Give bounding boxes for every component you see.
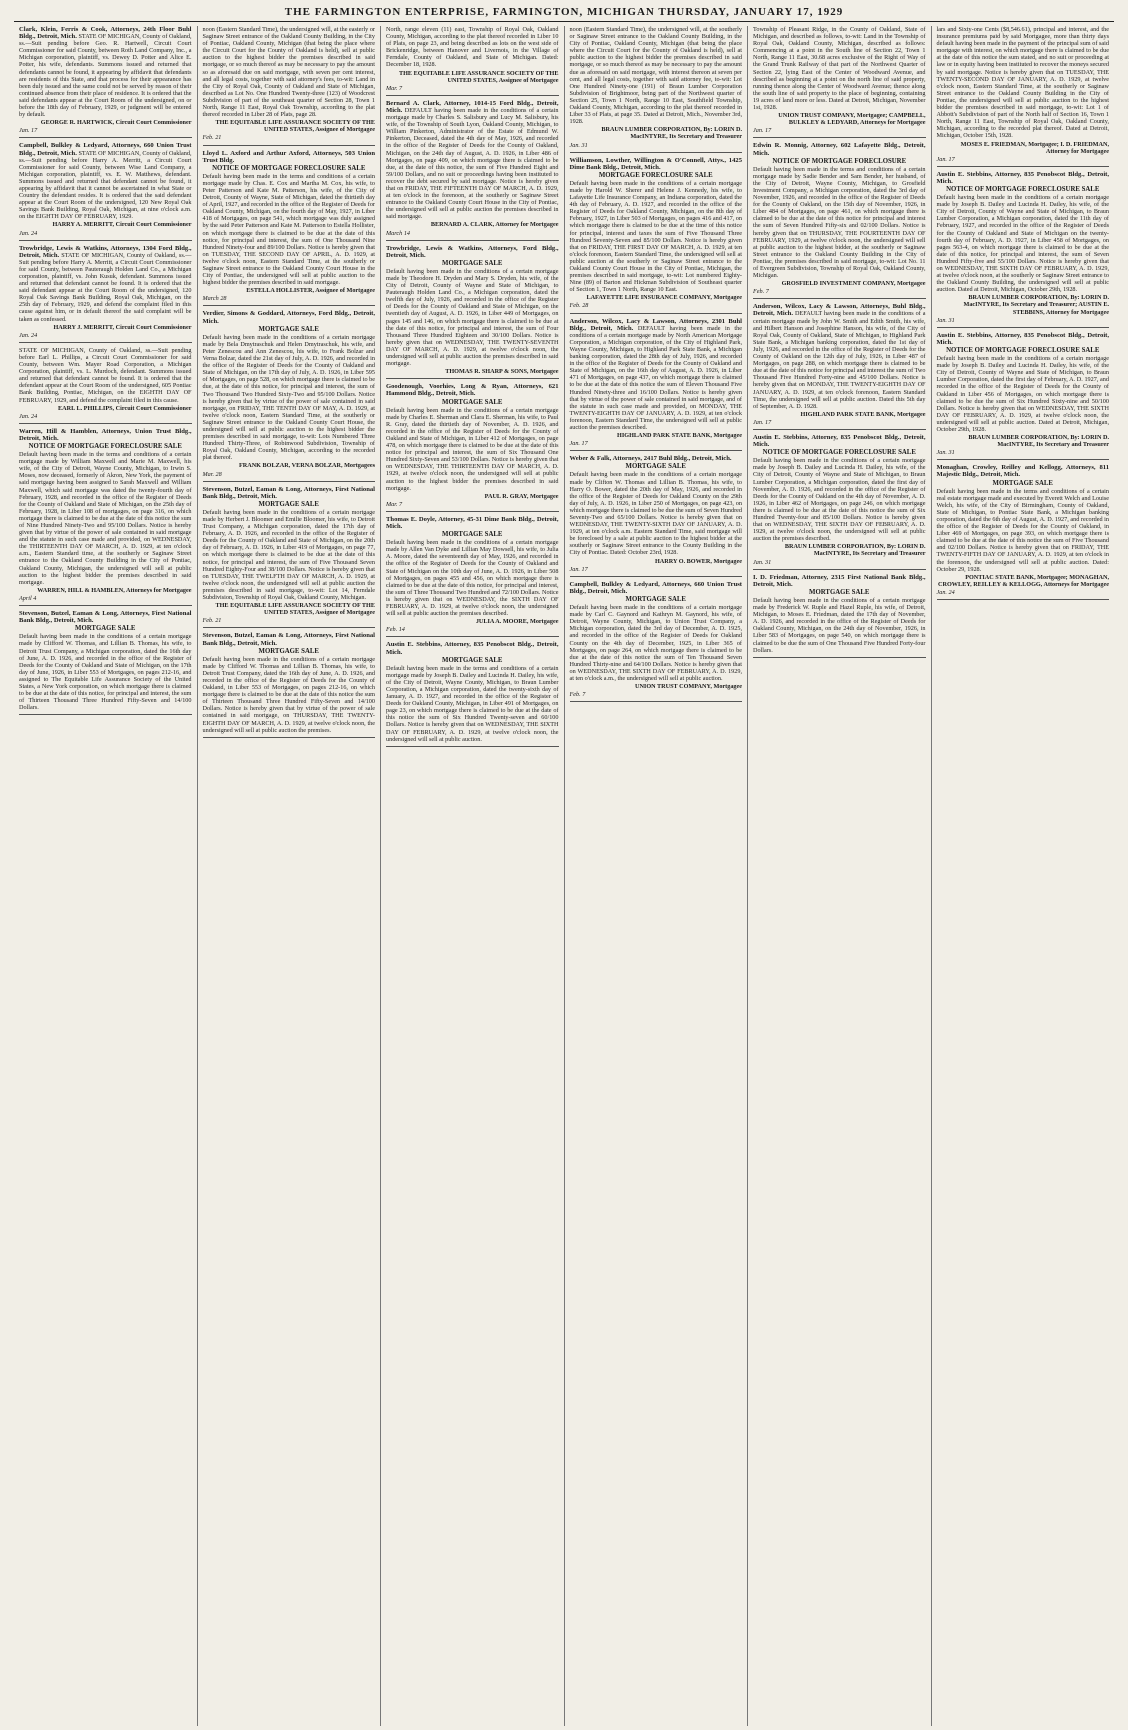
column-1 (14, 26, 198, 1726)
notice-header: Campbell, Bulkley & Ledyard, Attorneys, 660 Union Trust Bldg., Detroit, Mich. (19, 142, 192, 157)
notice-date: Jan. 17 (19, 127, 38, 135)
notice-signature: HARRY O. BOWER, Mortgagee (654, 557, 742, 565)
notice-title: MORTGAGE SALE (258, 647, 319, 655)
notice-signature: THOMAS R. SHARP & SONS, Mortgagee (445, 368, 559, 376)
notice-header: Warren, Hill & Hamblen, Attorneys, Union Trust Bldg., Detroit, Mich. (19, 427, 192, 442)
notice-body: Default having been made in the conditions of a certain mortgage made by Herbert J. Bloomer and Emilie Bloomer, his wife, to Detroit Trust Company, a Michigan corporation, dated the 17th day of February, A. D. 1926, and recorded in the office of the Register of Deeds for the County of Oakland and State of Michigan, on the 20th day of February, A. D. 1926, in Liber 419 of Mortgages, on page 77, on which mortgage there is claimed to be due at the date of this notice, for principal and interest, the sum of Five Thousand Seven Hundred Eighty-Four and 38/100 Dollars. Notice is hereby given that on TUESDAY, THE TWELFTH DAY OF MARCH, A. D. 1929, at twelve o'clock noon, the undersigned will sell at public auction the premises described in said mortgage, to-wit: Lot 14, Ferndale Subdivision, Township of Royal Oak, Oakland County, Michigan. (202, 508, 375, 602)
column-4 (565, 26, 749, 1726)
notice-date: Feb. 14 (386, 626, 405, 634)
notice-body: Default having been made in the conditions of a certain mortgage made by Clifford W. Thomas, and Lillian B. Thomas, his wife, to Detroit Trust Company, a Michigan corporation, dated the 16th day of June, A. D. 1926, and recorded in the office of the Register of Deeds for the County of Oakland and State of Michigan, on the 17th day of June, 1926, in Liber 553 of Mortgages, on pages 212-16, and assigned to The Equitable Life Assurance Society of the United States, a New York corporation, on which mortgage there is claimed to be due at the date of this notice, for principal and interest, the sum of Thirteen Thousand Three Hundred Fifty-Seven and 14/100 Dollars. (19, 633, 192, 712)
notice-signature: UNION TRUST COMPANY, Mortgagee; CAMPBELL, BULKLEY & LEDYARD, Attorneys for Mortgagee (778, 112, 926, 127)
notice-date: Feb. 21 (202, 617, 222, 625)
notice-date: Feb. 7 (753, 288, 769, 296)
legal-notice (570, 455, 743, 577)
legal-notice (19, 610, 192, 715)
notice-header: Monaghan, Crowley, Reilley and Kellogg, Attorneys, 811 Majestic Bldg., Detroit, Mich. (936, 464, 1109, 479)
notice-header: Trowbridge, Lewis & Watkins, Attorneys, 1304 Ford Bldg., Detroit, Mich. (19, 244, 192, 259)
legal-notice (570, 318, 743, 452)
legal-notice (570, 581, 743, 703)
legal-notice (753, 574, 926, 658)
notice-signature: HARRY J. MERRITT, Circuit Court Commissioner (53, 323, 192, 331)
notice-signature: GEORGE R. HARTWICK, Circuit Court Commissioner (40, 119, 192, 127)
notice-date: Jan. 31 (936, 449, 955, 457)
legal-notice (753, 142, 926, 299)
column-2 (198, 26, 382, 1726)
notice-date: Jan. 17 (936, 155, 955, 163)
notice-body: noon (Eastern Standard Time), the undersigned will, at the easterly or Saginaw Street entrance of the Oakland County Building, in the City of Pontiac, Oakland County, Michigan (that being the place where the Circuit Court for the County of Oakland is held), sell at public auction to the highest bidder the premises described in said mortgage, or so much thereof as may be necessary to pay the amount so as aforesaid due on said mortgage, with seven per cent interest, and all legal costs, together with said attorney's fees, to-wit: Land in the City of Royal Oak, County of Oakland and State of Michigan, described as Lot No. One Hundred Twenty-three (123) of Woodcrest Subdivision of part of the southeast quarter of Section 28, Town 1 North, Range 11 East, Royal Oak Township, according to the plat thereof recorded in Liber 28 of Plats, page 28. (202, 26, 375, 119)
legal-notice (937, 332, 1110, 461)
notice-header: Austin E. Stebbins, Attorney, 835 Penobscot Bldg., Detroit, Mich. (936, 331, 1109, 346)
notice-date: Jan. 17 (753, 418, 772, 426)
notice-header: Stevenson, Butzel, Eaman & Long, Attorneys, First National Bank Bldg., Detroit, Mich. (19, 610, 192, 625)
notice-date: Mar. 7 (386, 500, 403, 508)
legal-notice (570, 26, 743, 153)
notice-header: Stevenson, Butzel, Eaman & Long, Attorneys, First National Bank Bldg., Detroit, Mich. (202, 485, 375, 500)
notice-signature: BERNARD A. CLARK, Attorney for Mortgagee (430, 221, 559, 229)
legal-notice (386, 100, 559, 241)
notice-header: Lloyd L. Axford and Arthur Axford, Attorneys, 503 Union Trust Bldg. (202, 149, 375, 164)
notice-title: MORTGAGE SALE (809, 588, 870, 596)
column-3 (381, 26, 565, 1726)
legal-notice (386, 641, 559, 746)
notice-header: Trowbridge, Lewis & Watkins, Attorneys, Ford Bldg., Detroit, Mich. (386, 244, 559, 259)
notice-body: Default having been made in the conditions of a certain mortgage made by Clifford W. Thomas and Lillian B. Thomas, his wife, to Detroit Trust Company, dated the 16th day of June, A. D. 1926, and recorded in the office of the Register of Deeds for the County of Oakland, in Liber 553 of Mortgages, on pages 212-16, on which mortgage there is claimed to be due at the date of this notice the sum of Thirteen Thousand Three Hundred Fifty-Seven and 14/100 Dollars. Notice is hereby given that by virtue of the power of sale contained in said mortgage, on THURSDAY, THE TWENTY-EIGHTH DAY OF MARCH, A. D. 1929, at twelve o'clock noon, the undersigned will sell at public auction the premises. (202, 655, 375, 734)
notice-body: Default having been made in the conditions of a certain mortgage made by Frederick W. Ruple and Hazel Ruple, his wife, of Detroit, Michigan, to Moses E. Friedman, dated the 17th day of November, A. D. 1926, and recorded in the office of the Register of Deeds for Oakland County, Michigan, on the 24th day of November, 1926, in Liber 583 of Mortgages, on page 540, on which mortgage there is claimed to be due the sum of One Thousand Five Hundred Forty-four Dollars. (753, 596, 926, 654)
notice-title: NOTICE OF MORTGAGE FORECLOSURE SALE (762, 449, 916, 457)
notice-title: MORTGAGE SALE (75, 625, 136, 633)
notice-body: DEFAULT having been made in the conditions of a certain mortgage made by Charles S. Salisbury and Lucy M. Salisbury, his wife, of the Township of South Lyon, Oakland County, Michigan, to William Pinkerton, Administrator of the Estate of Edmund W. Pinkerton, Deceased, dated the 4th day of May, 1926, and recorded in the office of the Register of Deeds for the County of Oakland, Michigan, on the 24th day of August, A. D. 1926, in Liber 486 of Mortgages, on page 409, on which mortgage there is claimed to be due, at the date of this notice, the sum of Five Hundred Eight and 59/100 Dollars, and no suit or proceedings having been instituted to recover the debt secured by said mortgage. Notice is hereby given that on FRIDAY, THE FIFTEENTH DAY OF MARCH, A. D. 1929, at ten o'clock in the forenoon, at the southerly or Saginaw Street entrance to the Oakland County Court House in the City of Pontiac, the undersigned will sell at public auction the premises described in said mortgage. (386, 106, 559, 221)
notice-body: STATE OF MICHIGAN, County of Oakland, ss.—Suit pending before Harry A. Merritt, a Circuit Court Commissioner for said County, between Pauteraugh Holden Land Co., a Michigan corporation, plaintiff, vs. John Kusuk, defendant. Summons issued and returned that defendant cannot be found. It is ordered that the said defendant appear at the Court Room of the undersigned, 120 Royal Oak Savings Bank Building, Royal Oak, Michigan, on the 25th day of February, 1929, and defend the complaint filed in this cause against him, or in default thereof the said complaint will be taken as confessed. (19, 251, 192, 323)
legal-notice (203, 26, 376, 146)
notice-header: Thomas E. Doyle, Attorney, 45-31 Dime Bank Bldg., Detroit, Mich. (386, 515, 559, 530)
column-6 (932, 26, 1115, 1726)
legal-notice (19, 347, 192, 424)
notice-body: Default having been made in the conditions of a certain mortgage made by Charles E. Sherman and Clara E. Sherman, his wife, to Paul R. Gray, dated the thirtieth day of November, A. D. 1926, and recorded in the office of the Register of Deeds for the County of Oakland and State of Michigan, in Liber 412 of Mortgages, on page 478, on which mortgage there is claimed to be due at the date of this notice for principal and interest, the sum of Six Thousand One Hundred Sixty-Seven and 53/100 Dollars. Notice is hereby given that on WEDNESDAY, THE THIRTEENTH DAY OF MARCH, A. D. 1929, at twelve o'clock noon, the undersigned will sell at public auction to the highest bidder the premises described in said mortgage. (386, 406, 559, 492)
legal-notice (937, 171, 1110, 328)
notice-header: I. D. Friedman, Attorney, 2315 First National Bank Bldg., Detroit, Mich. (753, 573, 926, 588)
legal-notice (753, 434, 926, 570)
notice-signature: GROSFIELD INVESTMENT COMPANY, Mortgagee (781, 280, 926, 288)
legal-notice (386, 26, 559, 96)
legal-notice (570, 157, 743, 314)
notice-body: Default having been made in the conditions of a certain mortgage made by Joseph B. Dailey and Lucinda H. Dailey, his wife, of the City of Detroit, County of Wayne and State of Michigan, to Braun Lumber Corporation, a Michigan corporation, dated the first day of November, A. D. 1926, and recorded in the office of the Register of Deeds for the County of Oakland on the 4th day of November, A. D. 1926, in Liber 462 of Mortgages, on page 246, on which mortgage there is claimed to be due at the date of this notice the sum of Six Hundred Twenty-four and 85/100 Dollars. Notice is hereby given that on WEDNESDAY, THE SIXTH DAY OF FEBRUARY, A. D. 1929, at twelve o'clock noon, the undersigned will sell at public auction the premises described. (753, 457, 926, 543)
notice-date: Mar. 7 (386, 84, 403, 92)
notice-body: DEFAULT having been made in the conditions of a certain mortgage made by John W. Smith and Edith Smith, his wife, and Hilbert Hanson and Josephine Hanson, his wife, of the City of Royal Oak, County of Oakland, State of Michigan, to Highland Park State Bank, a Michigan banking corporation, dated the 1st day of July, 1926, and recorded in the office of the Register of Deeds for the County of Oakland on the 12th day of July, 1926, in Liber 487 of Mortgages, on page 288, on which mortgage there is claimed to be due at the date of this notice for principal and interest the sum of Two Thousand Five Hundred Forty-nine and 45/100 Dollars. Notice is hereby given that on MONDAY, THE TWENTY-EIGHTH DAY OF JANUARY, A. D. 1929, at ten o'clock forenoon, Eastern Standard Time, the undersigned will sell at public auction. Dated this 5th day of September, A. D. 1928. (753, 310, 926, 410)
notice-signature: BRAUN LUMBER CORPORATION, By: LORIN D. MacINTYRE, Its Secretary and Treasurer (968, 434, 1109, 449)
legal-notice (203, 150, 376, 307)
notice-signature: WARREN, HILL & HAMBLEN, Attorneys for Mortgagee (37, 586, 192, 594)
notice-signature: HARRY A. MERRITT, Circuit Court Commissioner (52, 221, 192, 229)
notice-header: Goodenough, Voorhies, Long & Ryan, Attorneys, 621 Hammond Bldg., Detroit, Mich. (386, 383, 559, 398)
notice-body: Default having been made in the conditions of a certain mortgage made by Bela Dmytraschuk and Helen Dmytraschuk, his wife, and Peter Zenescou and Ann Zenescou, his wife, to Frank Bolzar and Verna Bolzar, dated the 21st day of July, A. D. 1926, and recorded in the office of the Register of Deeds for the County of Oakland and State of Michigan, on the 17th day of July, A. D. 1926, in Liber 595 of Mortgages, on page 528, on which mortgage there is claimed to be due, at the date of this notice, for principal and interest, the sum of Two Thousand Two Hundred Sixty-Two and 95/100 Dollars. Notice is hereby given that by virtue of the power of sale contained in said mortgage, on FRIDAY, THE TENTH DAY OF MAY, A. D. 1929, at twelve o'clock noon, Eastern Standard Time, at the southerly or Saginaw Street entrance to the Oakland County Court House, the undersigned will sell at public auction to the highest bidder the premises described in said mortgage, to-wit: Lots Numbered Three Hundred Thirty-Three, of Robinwood Subdivision, Township of Royal Oak, Oakland County, Michigan, according to the recorded plat thereof. (202, 333, 375, 462)
notice-title: MORTGAGE SALE (258, 325, 319, 333)
notice-signature: HIGHLAND PARK STATE BANK, Mortgagee (800, 410, 926, 418)
notice-date: Jan. 17 (569, 565, 588, 573)
legal-notice (753, 26, 926, 138)
notice-header: Anderson, Wilcox, Lacy & Lawson, Attorneys, 2301 Buhl Bldg., Detroit, Mich. (569, 317, 742, 332)
notice-body: Default having been made in the conditions of a certain mortgage made by Carl C. Gaynord and Kathryn M. Gaynord, his wife, of Detroit, Wayne County, Michigan, to Union Trust Company, a Michigan corporation, dated the 3rd day of December, A. D. 1925, and recorded in the office of the Register of Deeds for Oakland County on the 4th day of December, 1925, in Liber 365 of Mortgages, on page 264, on which mortgage there is claimed to be due at the date of this notice the sum of Ten Thousand Seven Hundred Thirty-nine and 64/100 Dollars. Notice is hereby given that on WEDNESDAY, THE SIXTH DAY OF FEBRUARY, A. D. 1929, at ten o'clock a.m., the undersigned will sell at public auction. (569, 604, 742, 682)
notice-body: Default having been made in the terms and conditions of a certain real estate mortgage made and executed by Everett Welch and Louise Welch, his wife, of the City of Birmingham, County of Oakland, State of Michigan, to Pontiac State Bank, a Michigan banking corporation, dated the 6th day of August, A. D. 1927, and recorded in the office of the Register of Deeds for the County of Oakland, in Liber 469 of Mortgages, on page 393, on which mortgage there is claimed to be due at the date of this notice the sum of Five Thousand and 02/100 Dollars. Notice is hereby given that on FRIDAY, THE TWENTY-FIFTH DAY OF JANUARY, A. D. 1929, at ten o'clock in the forenoon, the undersigned will sell at public auction. Dated: October 29, 1928. (936, 487, 1109, 573)
notice-title: MORTGAGE FORECLOSURE SALE (598, 171, 713, 179)
notice-title: MORTGAGE SALE (442, 398, 503, 406)
notice-body: Default having been made in the terms and conditions of a certain mortgage made by William Maxwell and Marie M. Maxwell, his wife, of the City of Detroit, Wayne County, Michigan, to Irwin S. Moses, now deceased, formerly of Akron, New York, the payment of said mortgage having been assigned to Sarah Maxwell and William Maxwell, which said mortgage was dated the twenty-fourth day of February, 1928, and recorded in the office of the Register of Deeds for the County of Oakland and State of Michigan, on the 25th day of February, 1928, in Liber 108 of mortgages, on page 316, on which mortgage there is claimed to be due at the date of this notice the sum of Nine Hundred Ninety-Two and 95/100 Dollars. Notice is hereby given that by virtue of the power of sale contained in said mortgage and the statute in such case made and provided, on WEDNESDAY, the THIRTEENTH DAY OF MARCH, A. D. 1929, at ten o'clock a.m., Eastern Standard time, at the southerly or Saginaw Street entrance to the Oakland County Building in the City of Pontiac, Oakland County, Michigan, the undersigned will sell at public auction to the highest bidder the premises described in said mortgage. (19, 451, 192, 586)
notice-header: Stevenson, Butzel, Eaman & Long, Attorneys, First National Bank Bldg., Detroit, Mich. (202, 632, 375, 647)
notice-signature: LAFAYETTE LIFE INSURANCE COMPANY, Mortgagee (586, 294, 742, 302)
notice-title: MORTGAGE SALE (625, 463, 686, 471)
notice-title: MORTGAGE SALE (442, 531, 503, 539)
notice-body: Default having been made in the terms and conditions of a certain mortgage made by Joseph B. Dailey and Lucinda H. Dailey, his wife, of the City of Detroit, Wayne County, Michigan, to Braun Lumber Corporation, a Michigan corporation, dated the twenty-sixth day of January, A. D. 1927, and recorded in the office of the Register of Deeds for Oakland County, Michigan, in Liber 491 of Mortgages, on page 23, on which mortgage there is claimed to be due at the date of this notice the sum of Six Hundred Twenty-seven and 60/100 Dollars. Notice is hereby given that on WEDNESDAY, THE SIXTH DAY OF FEBRUARY, A. D. 1929, at twelve o'clock noon, the undersigned will sell at public auction. (386, 664, 559, 743)
legal-notice (203, 310, 376, 481)
notice-header: Verdier, Simons & Goddard, Attorneys, Ford Bldg., Detroit, Mich. (202, 310, 375, 325)
notice-body: Default having been made in the conditions of a certain mortgage made by Joseph B. Dailey and Lucinda H. Dailey, his wife, of the City of Detroit, County of Wayne and State of Michigan, to Braun Lumber Corporation, dated the first day of February, A. D. 1927, and recorded in the office of the Register of Deeds for the County of Oakland in Liber 456 of Mortgages, on which mortgage there is claimed to be due the sum of Six Hundred Sixty-nine and 50/100 Dollars. Notice is hereby given that on WEDNESDAY, THE SIXTH DAY OF FEBRUARY, A. D. 1929, at twelve o'clock noon, the undersigned will sell at public auction. Dated at Detroit, Michigan, October 29th, 1928. (936, 355, 1109, 433)
notice-header: Campbell, Bulkley & Ledyard, Attorneys, 660 Union Trust Bldg., Detroit, Mich. (569, 580, 742, 595)
legal-notice (937, 26, 1110, 167)
notice-date: Feb. 7 (569, 691, 586, 699)
notice-body: Default having been made in the conditions of a certain mortgage made by Joseph B. Dailey and Lucinda H. Dailey, his wife, of the City of Detroit, County of Wayne and State of Michigan, to Braun Lumber Corporation, a Michigan corporation, dated the 11th day of February, 1927, and recorded in the office of the Register of Deeds for the County of Oakland and State of Michigan on the twenty-fourth day of February, A. D. 1927, in Liber 458 of Mortgages, on pages 563-4, on which mortgage there is claimed to be due at the date of this notice, for principal and interest, the sum of Seven Hundred Fifty-five and 55/100 Dollars. Notice is hereby given that on WEDNESDAY, THE SIXTH DAY OF FEBRUARY, A. D. 1929, at twelve o'clock noon, at the southerly or Saginaw Street entrance to the Oakland County Building, the undersigned will sell at public auction. Dated at Detroit, Michigan, October 29th, 1928. (936, 194, 1109, 294)
legal-notice (203, 632, 376, 737)
notice-title: NOTICE OF MORTGAGE FORECLOSURE SALE (946, 185, 1100, 193)
notice-body: Default having been made in the terms and conditions of a certain mortgage made by Sadie Bender and Sam Bender, her husband, of the City of Detroit, Wayne County, Michigan, to Grosfield Investment Company, a Michigan corporation, dated the 3rd day of November, 1926, and recorded in the office of the Register of Deeds for the County of Oakland, on the 15th day of November, 1926, in Liber 484 of Mortgages, on page 461, on which mortgage there is claimed to be due at the date of this notice for principal and interest the sum of Seven Hundred Fifty-six and 02/100 Dollars. Notice is hereby given that on THURSDAY, THE FOURTEENTH DAY OF FEBRUARY, 1929, at twelve o'clock noon, the undersigned will sell at public auction to the highest bidder, at the southerly or Saginaw Street entrance to the Oakland County Building in the City of Pontiac, the premises described in said mortgage, to-wit: Lot No. 11 of Evergreen Subdivision, Township of Royal Oak, Oakland County, Michigan. (753, 165, 926, 280)
columns-container (14, 26, 1114, 1726)
notice-date: Jan. 31 (753, 558, 772, 566)
masthead: THE FARMINGTON ENTERPRISE, FARMINGTON, MICHIGAN THURSDAY, JANUARY 17, 1929 (14, 6, 1114, 22)
notice-signature: BRAUN LUMBER CORPORATION, By: LORIN D. MacINTYRE, Its Secretary and Treasurer; AUSTIN E. STEBBINS, Attorney for Mortgagee (963, 294, 1109, 316)
notice-title: NOTICE OF MORTGAGE FORECLOSURE SALE (946, 346, 1100, 354)
notice-header: Williamson, Lowther, Willington & O'Connell, Attys., 1425 Dime Bank Bldg., Detroit, Mich. (569, 156, 742, 171)
notice-body: Default having been made in the conditions of a certain mortgage made by Clifton W. Thomas and Lillian B. Thomas, his wife, to Harry O. Bower, dated the 20th day of May, 1926, and recorded in the office of the Register of Deeds for Oakland County on the 29th day of July, A. D. 1926, in Liber 250 of Mortgages, on page 423, on which mortgage there is claimed to be due the sum of Seven Hundred Seventy-Two and 65/100 Dollars. Notice is hereby given that on WEDNESDAY, THE TWENTY-SIXTH DAY OF JANUARY, A. D. 1929, at ten o'clock a.m. Eastern Standard Time, said mortgage will be foreclosed by a sale at public auction to the highest bidder at the southerly or Saginaw Street entrance to the County Building in the City of Pontiac. Dated: October 23rd, 1928. (569, 471, 743, 557)
notice-date: Jan. 24 (19, 229, 38, 237)
notice-body: STATE OF MICHIGAN, County of Oakland, ss.—Suit pending before Harry A. Merritt, a Circuit Court Commissioner for said County, between Wise Land Company, a Michigan corporation, plaintiff, vs. E. W. Matthews, defendant. Summons issued and returned that defendant cannot be found, it appearing by affidavit that it cannot be ascertained in what State or Country the defendant resides. It is ordered that the said defendant appear at the Court Room of the undersigned, 120 New Royal Oak Savings Bank Building, Royal Oak, Michigan, at nine o'clock a.m. on the EIGHTH DAY OF FEBRUARY, 1929. (19, 149, 192, 221)
notice-signature: THE EQUITABLE LIFE ASSURANCE SOCIETY OF THE UNITED STATES, Assignee of Mortgagee (215, 119, 375, 134)
notice-signature: BRAUN LUMBER CORPORATION, By: LORIN D. MacINTYRE, Its Secretary and Treasurer (784, 543, 926, 558)
notice-title: MORTGAGE SALE (992, 479, 1053, 487)
legal-notice (386, 516, 559, 638)
notice-body: lars and Sixty-one Cents ($8,546.61), principal and interest, and the insurance premiums paid by said Mortgagee, more than thirty days default having been made in the payment of the principal sum of said mortgage with interest, on which mortgage there is claimed to be due at the date of this notice the sum stated, and no suit or proceeding at law or in equity having been instituted to recover the moneys secured by said mortgage. Notice is hereby given that on TUESDAY, THE TWENTY-SECOND DAY OF JANUARY, A. D. 1929, at twelve o'clock noon, Eastern Standard Time, at the southerly or Saginaw Street entrance to the Oakland County Building in the City of Pontiac, the undersigned will sell at public auction to the highest bidder the premises described in said mortgage, to-wit: Lot 1 of Abbott's Subdivision of part of the North half of Section 16, Town 1 North, Range 11 East, Township of Royal Oak, Oakland County, Michigan, according to the recorded plat thereof. Dated at Detroit, Michigan, October 15th, 1928. (936, 26, 1109, 140)
notice-date: Jan. 24 (19, 412, 38, 420)
notice-signature: ESTELLA HOLLISTER, Assignee of Mortgagee (246, 287, 375, 295)
notice-signature: HIGHLAND PARK STATE BANK, Mortgagee (617, 432, 742, 440)
notice-header: Anderson, Wilcox, Lacy & Lawson, Attorneys, Buhl Bldg., Detroit, Mich. (753, 303, 926, 318)
notice-signature: THE EQUITABLE LIFE ASSURANCE SOCIETY OF THE UNITED STATES, Assignee of Mortgagee (215, 602, 375, 617)
notice-date: March 14 (386, 229, 411, 237)
notice-signature: MOSES E. FRIEDMAN, Mortgagee; I. D. FRIEDMAN, Attorney for Mortgagee (960, 140, 1109, 155)
legal-notice (19, 142, 192, 240)
notice-body: Default having been made in the terms and conditions of a certain mortgage made by Chas. E. Cox and Martha M. Cox, his wife, to Peter Patterson and Kate M. Patterson, his wife, of the City of Detroit, County of Wayne, State of Michigan, dated the thirtieth day of April, 1927, and recorded in the office of the Register of Deeds for Oakland County, Michigan, on the fourth day of May, 1927, in Liber 418 of Mortgages, on page 541, which mortgage was duly assigned by the said Peter Patterson and Kate M. Patterson to Estella Hollister, on which mortgage there is claimed to be due at the date of this notice, for principal and interest, the sum of One Thousand Nine Hundred Ninety-four and 89/100 Dollars. Notice is hereby given that on TUESDAY, THE SECOND DAY OF APRIL, A. D. 1929, at twelve o'clock noon, Eastern Standard Time, at the southerly or Saginaw Street entrance to the Oakland County Court House in the City of Pontiac, the undersigned will sell at public auction to the highest bidder the premises described in said mortgage. (202, 172, 375, 287)
notice-body: STATE OF MICHIGAN, County of Oakland, ss.—Suit pending before Earl L. Phillips, a Circuit Court Commissioner for said County, between Wm. Mayer Road Corporation, a Michigan Corporation, plaintiff, vs. L. Murdoch, defendant. Summons issued and returned that defendant cannot be found. It is ordered that the defendant appear at the Court Room of the undersigned, 605 Pontiac Bank Building, Pontiac, Michigan, on the EIGHTH DAY OF FEBRUARY, 1929, and defend the complaint filed in this cause. (19, 346, 192, 404)
notice-signature: THE EQUITABLE LIFE ASSURANCE SOCIETY OF THE UNITED STATES, Assignee of Mortgagee (398, 69, 559, 84)
notice-body: North, range eleven (11) east, Township of Royal Oak, Oakland County, Michigan, according to the plat thereof recorded in Liber 10 of Plats, on page 23, and being described as lots on the west side of Brickenridge, between Hanover and Livernois, in the Village of Ferndale, County of Oakland, and State of Michigan. Dated: December 18, 1928. (386, 26, 559, 69)
notice-header: Weber & Falk, Attorneys, 2417 Buhl Bldg., Detroit, Mich. (569, 455, 732, 463)
column-5 (748, 26, 932, 1726)
notice-header: Austin E. Stebbins, Attorney, 835 Penobscot Bldg., Detroit, Mich. (753, 433, 926, 449)
notice-header: Bernard A. Clark, Attorney, 1014-15 Ford Bldg., Detroit, Mich. (386, 99, 559, 114)
legal-notice (19, 26, 192, 138)
notice-title: NOTICE OF MORTGAGE FORECLOSURE SALE (212, 164, 366, 172)
notice-header: Austin E. Stebbins, Attorney, 835 Penobscot Bldg., Detroit, Mich. (386, 641, 559, 656)
notice-title: MORTGAGE SALE (625, 595, 686, 603)
notice-date: Feb. 21 (202, 134, 222, 142)
notice-signature: BRAUN LUMBER CORPORATION, By: LORIN D. MacINTYRE, Its Secretary and Treasurer (601, 126, 742, 141)
notice-signature: FRANK BOLZAR, VERNA BOLZAR, Mortgagees (238, 462, 375, 470)
notice-body: Default having been made in the conditions of a certain mortgage made by Harold W. Sherer and Helene J. Kennedy, his wife, to Lafayette Life Insurance Company, an Indiana corporation, dated the 4th day of February, A. D. 1927, and recorded in the office of the Register of Deeds for Oakland County, Michigan, on the 8th day of February, 1927, in Liber 503 of Mortgages, on pages 416 and 417, on which mortgage there is claimed to be due at the time of this notice for principal, interest and taxes the sum of Five Thousand Three Hundred Seventy-Seven and 85/100 Dollars. Notice is hereby given that on FRIDAY, THE FIRST DAY OF MARCH, A. D. 1929, at ten o'clock forenoon, Eastern Standard Time, the undersigned will sell at public auction at the southerly or Saginaw Street entrance to the Oakland County Court House in the City of Pontiac, Michigan, the premises described in said mortgage, to-wit: Lot numbered Eighty-Nine (89) of Barton and Hickman Subdivision of Southeast quarter of Section 1, Town 1 North, Range 10 East. (569, 179, 742, 294)
notice-title: MORTGAGE SALE (442, 656, 503, 664)
notice-body: Default having been made in the conditions of a certain mortgage made by Allen Van Dyke and Lillian May Dowsell, his wife, to Julia A. Moore, dated the seventeenth day of May, 1926, and recorded in the office of the Register of Deeds for the County of Oakland and State of Michigan on the 10th day of June, A. D. 1926, in Liber 508 of Mortgages, on pages 455 and 456, on which mortgage there is claimed to be due at the date of this notice, for principal and interest, the sum of Three Thousand Two Hundred and 72/100 Dollars. Notice is hereby given that on WEDNESDAY, the SIXTH DAY OF FEBRUARY, A. D. 1929, at twelve o'clock noon, the undersigned will sell at public auction the premises described. (386, 539, 559, 618)
notice-signature: PONTIAC STATE BANK, Mortgagee; MONAGHAN, CROWLEY, REILLEY & KELLOGG, Attorneys for Mortgagee (938, 573, 1109, 588)
legal-notice (753, 303, 926, 430)
legal-notice (203, 486, 376, 629)
notice-date: Jan. 17 (753, 127, 772, 135)
notice-date: April 4 (19, 594, 37, 602)
notice-signature: JULIA A. MOORE, Mortgagee (475, 618, 559, 626)
notice-header: Edwin R. Monnig, Attorney, 602 Lafayette Bldg., Detroit, Mich. (753, 142, 926, 157)
notice-date: Jan. 24 (936, 588, 955, 596)
notice-date: Jan. 24 (19, 331, 38, 339)
notice-body: noon (Eastern Standard Time), the undersigned will, at the southerly or Saginaw Street entrance to the Oakland County Building, in the City of Pontiac, Oakland County, Michigan (that being the place where the Circuit Court for the County of Oakland is held), sell at public auction to the highest bidder the premises described in said mortgage, or so much thereof as may be necessary to pay the amount due as aforesaid on said mortgage, with interest thereon at seven per cent, and all legal costs, together with said attorney fee, to-wit: Lot One Hundred Ninety-one (191) of Braun Lumber Corporation Subdivision of Brightmoor, being part of the Northwest quarter of Section 25, Town 1 North, Range 10 East, Southfield Township, Oakland County, Michigan, according to the plat thereof recorded in Liber 33 of Plats, at page 35. Dated at Detroit, Mich., November 3rd, 1928. (569, 26, 742, 126)
notice-title: NOTICE OF MORTGAGE FORECLOSURE SALE (28, 442, 182, 450)
notice-title: MORTGAGE SALE (258, 500, 319, 508)
notice-body: Default having been made in the conditions of a certain mortgage made by Theodore H. Dryden and Mary S. Dryden, his wife, of the City of Detroit, County of Wayne and State of Michigan, to Pauteraugh Holden Land Co., a Michigan corporation, dated the twelfth day of July, 1926, and recorded in the office of the Register of Deeds for the County of Oakland and State of Michigan, on the twentieth day of August, A. D. 1926, in Liber 449 of Mortgages, on pages 145 and 146, on which mortgage there is claimed to be due at the date of this notice, for principal and interest, the sum of Four Thousand Three Hundred Eighteen and 30/100 Dollars. Notice is hereby given that on WEDNESDAY, THE TWENTY-SEVENTH DAY OF MARCH, A. D. 1929, at twelve o'clock noon, the undersigned will sell at public auction the premises described in said mortgage. (386, 267, 559, 368)
notice-date: March 28 (202, 295, 227, 303)
notice-header: Austin E. Stebbins, Attorney, 835 Penobscot Bldg., Detroit, Mich. (936, 170, 1109, 185)
notice-body: DEFAULT having been made in the conditions of a certain mortgage made by North American Mortgage Corporation, a Michigan corporation, of the City of Highland Park, Wayne County, Michigan, to Highland Park State Bank, a Michigan banking corporation, dated the 28th day of July, 1926, and recorded in the office of the Register of Deeds for the County of Oakland and State of Michigan, on the 16th day of August, A. D. 1926, in Liber 471 of Mortgages, on page 437, on which mortgage there is claimed to be due at the date of this notice the sum of Eleven Thousand Five Hundred Ninety-three and 16/100 Dollars. Notice is hereby given that by virtue of the power of sale contained in said mortgage, and of the statute in such case made and provided, on MONDAY, THE TWENTY-EIGHTH DAY OF JANUARY, A. D. 1929, at ten o'clock forenoon, Eastern Standard Time, the undersigned will sell at public auction the premises described. (569, 324, 742, 431)
notice-date: Mar. 28 (202, 470, 222, 478)
notice-body: STATE OF MICHIGAN, County of Oakland, ss.—Suit pending before Geo. R. Hartwell, Circuit Court Commissioner for said County, between Roth Land Company, Inc., a Michigan corporation, plaintiff, vs. Dewey D. Potter and Alice E. Potter, his wife, defendants. Summons issued and returned that defendants cannot be found, it appearing by affidavit that defendants are residents of this State, and that process for their appearance has been duly issued and the same could not be served by reason of their continued absence from their place of residence. It is ordered that the said defendants appear at the Court Room of the undersigned, on or before the 18th day of February, 1929, or judgment will be entered by default. (19, 33, 192, 119)
legal-notice (386, 245, 559, 380)
notice-title: NOTICE OF MORTGAGE FORECLOSURE (772, 157, 907, 165)
legal-notice (19, 428, 192, 606)
notice-signature: PAUL R. GRAY, Mortgagee (484, 492, 559, 500)
notice-title: MORTGAGE SALE (442, 259, 503, 267)
notice-header: Clark, Klein, Ferris & Cook, Attorneys, 24th Floor Buhl Bldg., Detroit, Mich. (19, 26, 192, 41)
notice-date: Jan. 17 (569, 440, 588, 448)
notice-body: Township of Pleasant Ridge, in the County of Oakland, State of Michigan, and described as follows, to-wit: Land in the Township of Royal Oak, Oakland County, Michigan, described as follows: Commencing at a point in the South line of Section 22, Town 1 North, Range 11 East, 30.68 acres exclusive of the Right of Way of the Grand Trunk Railway of that part of the Northwest Quarter of Section 22, lying East of the Center of Woodward Avenue, and described as beginning at a point on the north line of said property, running thence along the Center of Woodward Avenue; thence along the south line of said property to the place of beginning, containing 19 acres of land more or less. Dated at Detroit, Michigan, November 1st, 1928. (753, 26, 926, 112)
notice-date: Jan. 31 (569, 141, 588, 149)
notice-signature: UNION TRUST COMPANY, Mortgagee (634, 683, 742, 691)
legal-notice (19, 245, 192, 343)
legal-notice (386, 383, 559, 512)
notice-date: Jan. 31 (936, 316, 955, 324)
legal-notice (937, 464, 1110, 600)
notice-signature: EARL L. PHILLIPS, Circuit Court Commissioner (58, 404, 192, 412)
notice-date: Feb. 28 (569, 302, 589, 310)
